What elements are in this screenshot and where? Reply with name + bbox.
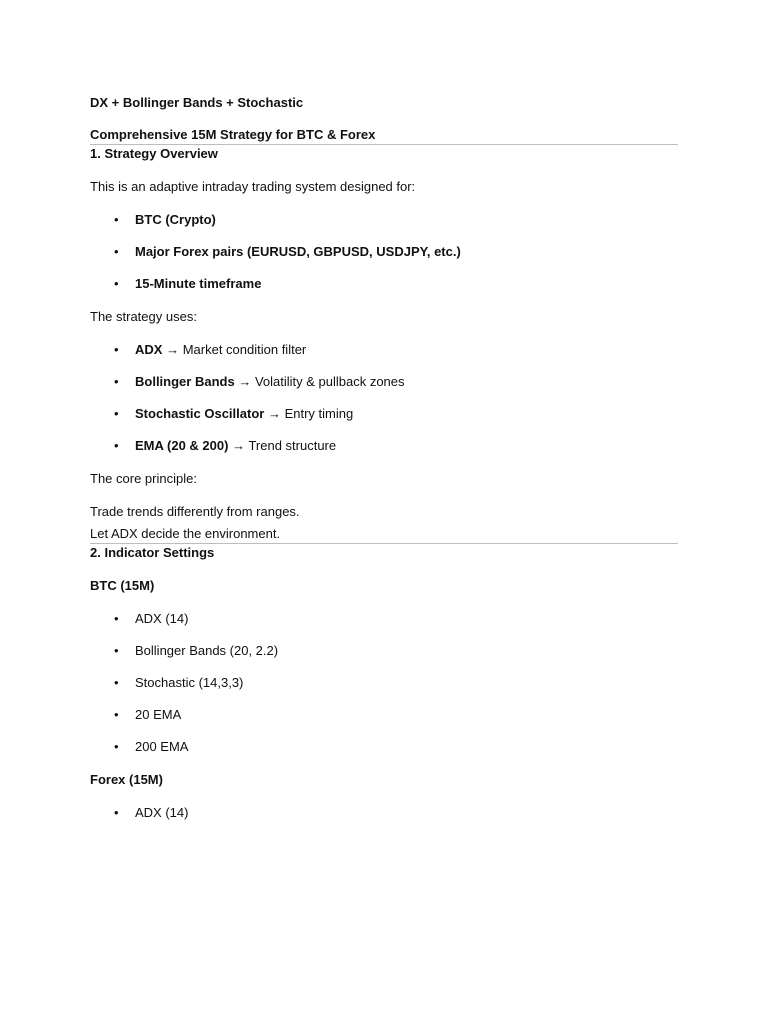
list-item-label: Stochastic (14,3,3): [135, 675, 244, 690]
indicator-description: Market condition filter: [182, 342, 307, 357]
indicator-description: Trend structure: [248, 438, 337, 453]
subheading-btc: BTC (15M): [90, 578, 155, 593]
list-item-label: 20 EMA: [135, 707, 182, 722]
list-item-label: 200 EMA: [135, 739, 189, 754]
arrow-right-icon: →: [267, 406, 281, 421]
bullet-icon: •: [114, 342, 119, 357]
forex-settings-list: [90, 804, 678, 822]
principle-intro: The core principle:: [90, 471, 197, 486]
bullet-icon: •: [114, 438, 119, 453]
list-item-label: BTC (Crypto): [135, 212, 216, 227]
bullet-icon: •: [114, 643, 119, 658]
btc-settings-list: [90, 610, 678, 756]
bullet-icon: •: [114, 675, 119, 690]
list-item-label: ADX (14): [135, 611, 189, 626]
principle-line: Trade trends differently from ranges.: [90, 504, 300, 519]
arrow-right-icon: →: [166, 342, 180, 357]
list-item: [90, 642, 678, 660]
list-item-label: ADX (14): [135, 805, 189, 820]
list-item: [90, 437, 678, 455]
indicator-name: ADX: [135, 342, 163, 357]
bullet-icon: •: [114, 611, 119, 626]
overview-intro: This is an adaptive intraday trading system designed for:: [90, 179, 416, 194]
list-item-label: Bollinger Bands (20, 2.2): [135, 643, 279, 658]
section-heading-overview: 1. Strategy Overview: [90, 146, 218, 161]
list-item-label: Major Forex pairs (EURUSD, GBPUSD, USDJPY, etc.): [135, 244, 461, 259]
target-list: [90, 211, 678, 293]
indicator-name: Bollinger Bands: [135, 374, 235, 389]
list-item-label: 15-Minute timeframe: [135, 276, 262, 291]
bullet-icon: •: [114, 212, 119, 227]
bullet-icon: •: [114, 276, 119, 291]
list-item: [90, 738, 678, 756]
indicator-use-list: [90, 341, 678, 455]
list-item: [90, 674, 678, 692]
list-item: [90, 405, 678, 423]
list-item: [90, 341, 678, 359]
list-item: [90, 243, 678, 261]
document-subtitle: Comprehensive 15M Strategy for BTC & Forex: [90, 127, 376, 142]
bullet-icon: •: [114, 707, 119, 722]
document-page: [90, 94, 678, 822]
list-item: [90, 373, 678, 391]
list-item: [90, 804, 678, 822]
list-item: [90, 211, 678, 229]
list-item: [90, 275, 678, 293]
indicator-description: Volatility & pullback zones: [254, 374, 405, 389]
indicator-name: EMA (20 & 200): [135, 438, 229, 453]
arrow-right-icon: →: [238, 374, 252, 389]
section-heading-settings: 2. Indicator Settings: [90, 545, 215, 560]
bullet-icon: •: [114, 244, 119, 259]
bullet-icon: •: [114, 805, 119, 820]
principle-line: Let ADX decide the environment.: [90, 526, 281, 541]
list-item: [90, 610, 678, 628]
subheading-forex: Forex (15M): [90, 772, 163, 787]
list-item: [90, 706, 678, 724]
bullet-icon: •: [114, 406, 119, 421]
arrow-right-icon: →: [232, 438, 246, 453]
document-title: DX + Bollinger Bands + Stochastic: [90, 95, 304, 110]
indicator-name: Stochastic Oscillator: [135, 406, 265, 421]
indicator-description: Entry timing: [284, 406, 354, 421]
bullet-icon: •: [114, 374, 119, 389]
bullet-icon: •: [114, 739, 119, 754]
uses-intro: The strategy uses:: [90, 309, 197, 324]
